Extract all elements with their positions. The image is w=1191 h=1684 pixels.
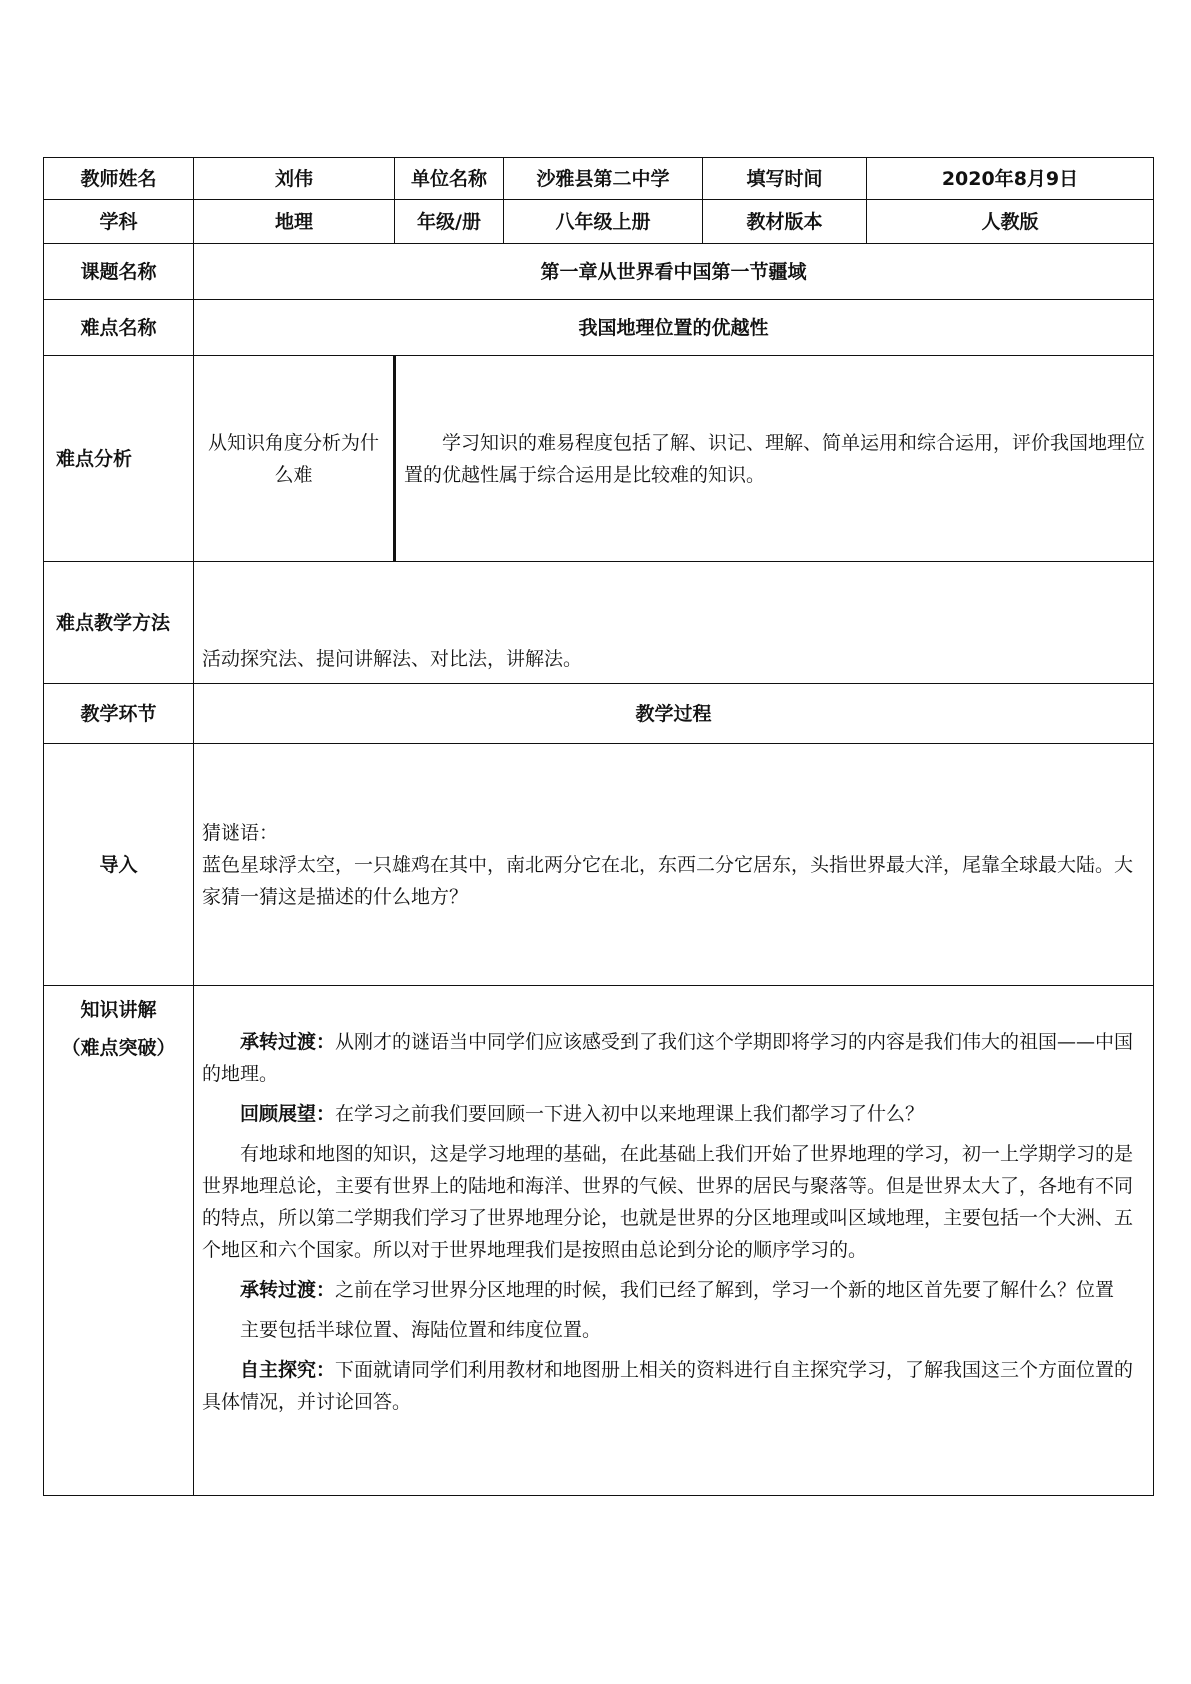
difficulty-analysis-label: 难点分析 bbox=[44, 356, 194, 562]
edition-value: 人教版 bbox=[867, 200, 1154, 244]
unit-name-value: 沙雅县第二中学 bbox=[504, 158, 703, 200]
teaching-stage-label: 教学环节 bbox=[44, 684, 194, 744]
explanation-paragraph-6-text: 下面就请同学们利用教材和地图册上相关的资料进行自主探究学习，了解我国这三个方面位置的具体情况，并讨论回答。 bbox=[202, 1359, 1134, 1413]
teacher-name-value: 刘伟 bbox=[194, 158, 395, 200]
header-row-2 bbox=[44, 200, 1154, 244]
intro-content bbox=[194, 744, 1154, 986]
teaching-method-content bbox=[194, 562, 1154, 684]
header-row-1 bbox=[44, 158, 1154, 200]
explanation-label-line-2: （难点突破） bbox=[61, 1037, 176, 1059]
fill-date-label: 填写时间 bbox=[703, 158, 867, 200]
explanation-paragraph-4 bbox=[202, 1274, 1145, 1306]
explanation-paragraph-2-text: 在学习之前我们要回顾一下进入初中以来地理课上我们都学习了什么？ bbox=[335, 1103, 925, 1125]
explanation-paragraph-2 bbox=[202, 1098, 1145, 1130]
difficulty-analysis-row bbox=[44, 356, 1154, 562]
difficulty-name-row bbox=[44, 300, 1154, 356]
process-header-row bbox=[44, 684, 1154, 744]
difficulty-analysis-content bbox=[395, 356, 1154, 562]
explanation-paragraph-1 bbox=[202, 1026, 1145, 1090]
grade-value: 八年级上册 bbox=[504, 200, 703, 244]
explanation-content bbox=[194, 986, 1154, 1496]
edition-label: 教材版本 bbox=[703, 200, 867, 244]
intro-row bbox=[44, 744, 1154, 986]
explanation-label bbox=[44, 986, 194, 1496]
grade-label: 年级/册 bbox=[395, 200, 504, 244]
lesson-plan-table bbox=[43, 157, 1154, 1496]
review-keyword: 回顾展望： bbox=[240, 1103, 336, 1125]
teaching-method-label: 难点教学方法 bbox=[44, 562, 194, 684]
explanation-paragraph-3: 有地球和地图的知识，这是学习地理的基础，在此基础上我们开始了世界地理的学习，初一上学期学习的是世界地理总论，主要有世界上的陆地和海洋、世界的气候、世界的居民与聚落等。但是世界太大了，各地有不同的特点，所以第二学期我们学习了世界地理分论，也就是世界的分区地理或叫区域地理，主要包括一个大洲、五个地区和六个国家。所以对于世界地理我们是按照由总论到分论的顺序学习的。 bbox=[202, 1143, 1134, 1261]
transition-keyword-1: 承转过渡： bbox=[240, 1031, 336, 1053]
explanation-label-line-1: 知识讲解 bbox=[80, 999, 157, 1021]
intro-line-1: 猜谜语： bbox=[202, 821, 279, 844]
teaching-process-label: 教学过程 bbox=[194, 684, 1154, 744]
explanation-paragraph-5: 主要包括半球位置、海陆位置和纬度位置。 bbox=[240, 1319, 602, 1341]
inquiry-keyword: 自主探究： bbox=[240, 1359, 336, 1381]
fill-date-value: 2020年8月9日 bbox=[867, 158, 1154, 200]
explanation-row bbox=[44, 986, 1154, 1496]
topic-value: 第一章从世界看中国第一节疆域 bbox=[194, 244, 1154, 300]
difficulty-name-label: 难点名称 bbox=[44, 300, 194, 356]
intro-line-2: 蓝色星球浮太空，一只雄鸡在其中，南北两分它在北，东西二分它居东，头指世界最大洋，尾靠全球最大陆。大家猜一猜这是描述的什么地方？ bbox=[202, 853, 1134, 908]
unit-name-label: 单位名称 bbox=[395, 158, 504, 200]
difficulty-analysis-text: 学习知识的难易程度包括了解、识记、理解、简单运用和综合运用，评价我国地理位置的优越性属于综合运用是比较难的知识。 bbox=[404, 431, 1146, 486]
difficulty-analysis-sublabel: 从知识角度分析为什么难 bbox=[194, 356, 395, 562]
explanation-paragraph-4-text: 之前在学习世界分区地理的时候，我们已经了解到，学习一个新的地区首先要了解什么？位置 bbox=[335, 1279, 1115, 1301]
teaching-method-text: 活动探究法、提问讲解法、对比法，讲解法。 bbox=[202, 648, 583, 670]
explanation-paragraph-6 bbox=[202, 1354, 1145, 1418]
topic-label: 课题名称 bbox=[44, 244, 194, 300]
teaching-method-row bbox=[44, 562, 1154, 684]
explanation-paragraph-1-text: 从刚才的谜语当中同学们应该感受到了我们这个学期即将学习的内容是我们伟大的祖国——中国的地理。 bbox=[202, 1031, 1134, 1085]
subject-value: 地理 bbox=[194, 200, 395, 244]
subject-label: 学科 bbox=[44, 200, 194, 244]
transition-keyword-2: 承转过渡： bbox=[240, 1279, 336, 1301]
intro-label: 导入 bbox=[44, 744, 194, 986]
difficulty-name-value: 我国地理位置的优越性 bbox=[194, 300, 1154, 356]
teacher-name-label: 教师姓名 bbox=[44, 158, 194, 200]
topic-row bbox=[44, 244, 1154, 300]
